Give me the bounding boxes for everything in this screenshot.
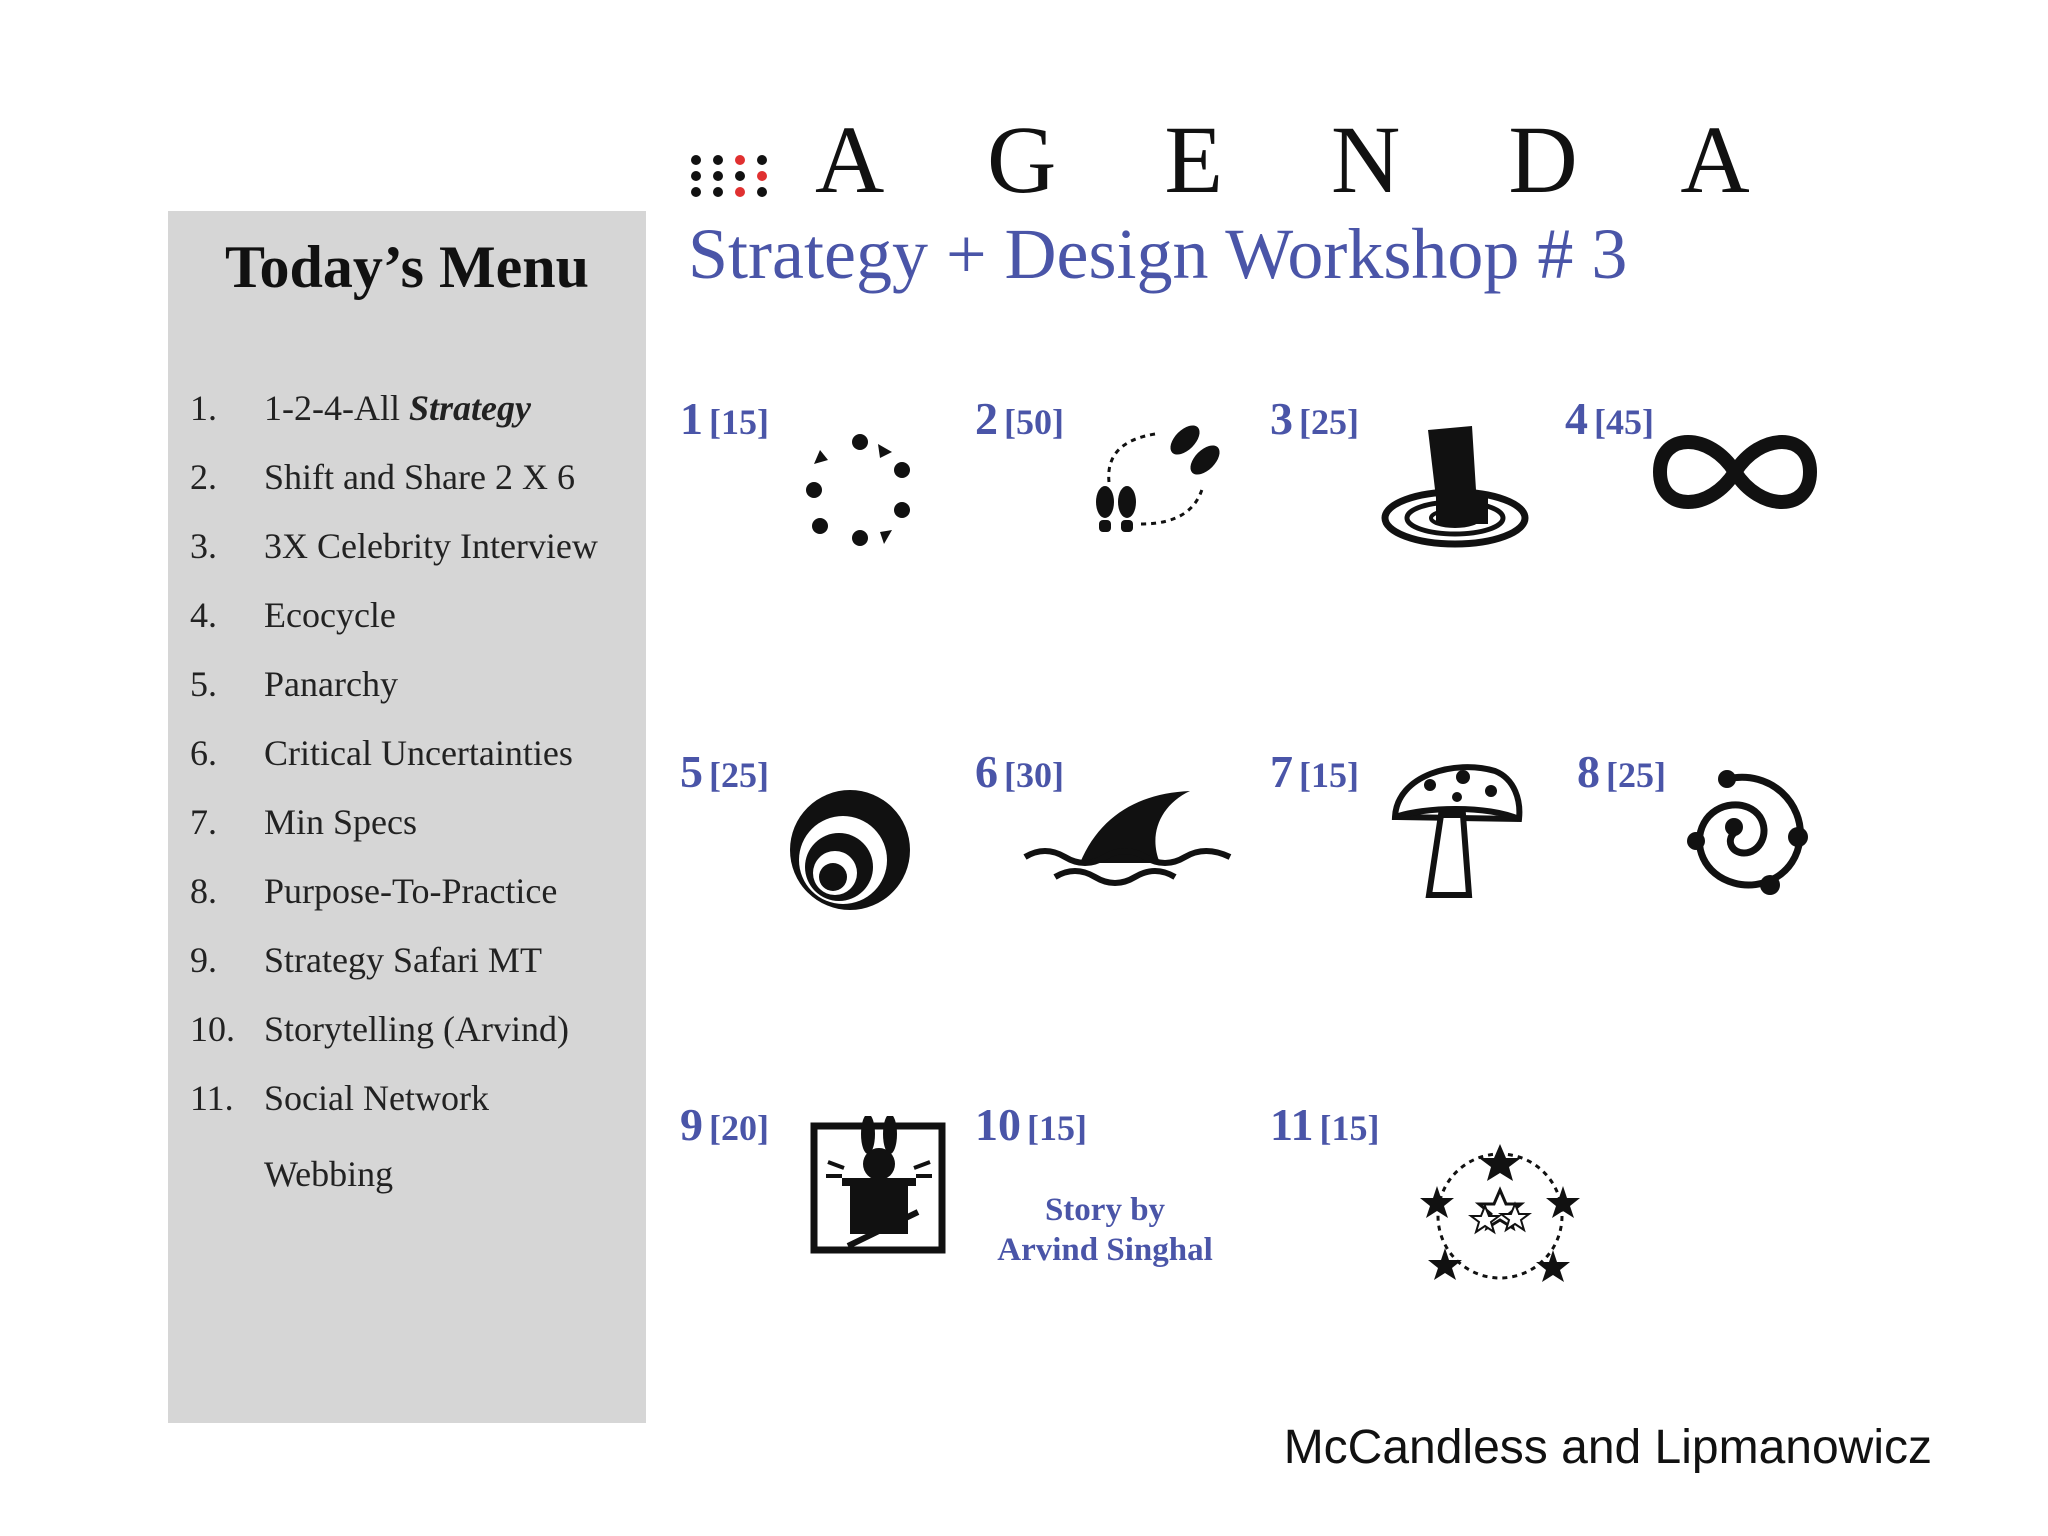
menu-item: [190, 1077, 640, 1146]
tile-duration: [25]: [1606, 755, 1666, 795]
agenda-dots-icon: [690, 152, 776, 198]
tile-number: 11: [1270, 1099, 1314, 1150]
tile-duration: [15]: [1319, 1108, 1380, 1148]
tile-duration: [45]: [1594, 402, 1654, 442]
menu-item: [190, 525, 640, 594]
agenda-title: A G E N D A: [815, 106, 1792, 213]
tile-header: [1577, 745, 1666, 798]
menu-item-label: Purpose-To-Practice: [264, 871, 558, 911]
tile-number: 5: [680, 746, 703, 797]
circle-arrows-icon: [800, 430, 920, 550]
menu-item: [190, 387, 640, 456]
menu-item-number: 10.: [190, 1009, 235, 1049]
footprints-icon: [1075, 412, 1235, 542]
story-credit: [985, 1190, 1225, 1270]
tile-header: [680, 392, 769, 445]
menu-item-label: Panarchy: [264, 664, 398, 704]
menu-item: [190, 870, 640, 939]
menu-title: Today’s Menu: [225, 234, 589, 300]
menu-item-label: Social Network: [264, 1078, 489, 1118]
menu-item-number: 1.: [190, 388, 217, 428]
menu-item-number: 8.: [190, 871, 217, 911]
tile-duration: [15]: [1299, 755, 1359, 795]
tile-number: 4: [1565, 393, 1588, 444]
menu-item: [190, 801, 640, 870]
tile-number: 7: [1270, 746, 1293, 797]
tile-number: 8: [1577, 746, 1600, 797]
menu-item-label: 3X Celebrity Interview: [264, 526, 598, 566]
tile-4: [1565, 392, 1845, 572]
menu-list: [190, 387, 640, 1194]
tile-header: [680, 745, 769, 798]
tile-duration: [20]: [709, 1108, 769, 1148]
menu-item: [190, 939, 640, 1008]
menu-item-label: Shift and Share 2 X 6: [264, 457, 575, 497]
menu-item-label: Ecocycle: [264, 595, 396, 635]
todays-menu-panel: [168, 211, 646, 1423]
tile-number: 6: [975, 746, 998, 797]
tile-header: [1565, 392, 1654, 445]
tile-number: 1: [680, 393, 703, 444]
tile-9: [680, 1098, 960, 1278]
tile-header: [1270, 745, 1359, 798]
menu-item: [190, 732, 640, 801]
menu-item-label: Strategy Safari MT: [264, 940, 542, 980]
menu-item-number: 11.: [190, 1078, 234, 1118]
star-network-icon: [1415, 1128, 1585, 1298]
menu-item-number: 3.: [190, 526, 217, 566]
tile-7: [1270, 745, 1550, 925]
tile-number: 10: [975, 1099, 1021, 1150]
menu-item-continuation: Webbing: [264, 1154, 394, 1194]
author-credit: McCandless and Lipmanowicz: [1283, 1421, 1932, 1474]
tile-3: [1270, 392, 1550, 572]
rabbit-hat-icon: [808, 1116, 948, 1256]
menu-item-label: Min Specs: [264, 802, 417, 842]
tile-header: [680, 1098, 769, 1151]
celebrity-chair-icon: [1380, 420, 1530, 550]
menu-item-number: 4.: [190, 595, 217, 635]
tile-duration: [15]: [709, 402, 769, 442]
tile-11: [1270, 1098, 1570, 1298]
menu-item-emphasis: Strategy: [408, 388, 531, 428]
tile-header: [1270, 1098, 1379, 1151]
menu-item-number: 9.: [190, 940, 217, 980]
infinity-loop-icon: [1650, 422, 1820, 522]
menu-item-number: 6.: [190, 733, 217, 773]
menu-item-label: Storytelling (Arvind): [264, 1009, 569, 1049]
tile-duration: [15]: [1027, 1108, 1087, 1148]
tile-5: [680, 745, 960, 925]
tile-number: 2: [975, 393, 998, 444]
tile-header: [975, 1098, 1087, 1151]
nested-circles-icon: [785, 785, 915, 915]
tile-6: [975, 745, 1255, 925]
menu-item: [190, 663, 640, 732]
menu-item: [190, 456, 640, 525]
tile-header: [975, 392, 1064, 445]
mushroom-icon: [1385, 755, 1525, 905]
menu-item-number: 5.: [190, 664, 217, 704]
menu-item: [190, 1008, 640, 1077]
workshop-subtitle: Strategy + Design Workshop # 3: [688, 214, 1628, 294]
menu-item-label: [264, 387, 531, 429]
tile-8: [1577, 745, 1857, 925]
tile-number: 9: [680, 1099, 703, 1150]
menu-item: [190, 594, 640, 663]
story-line-2: Arvind Singhal: [997, 1232, 1213, 1268]
tile-number: 3: [1270, 393, 1293, 444]
story-line-1: Story by: [1044, 1192, 1166, 1228]
tile-header: [1270, 392, 1359, 445]
menu-item-number: 2.: [190, 457, 217, 497]
menu-item-label: Critical Uncertainties: [264, 733, 573, 773]
tile-duration: [50]: [1004, 402, 1064, 442]
tile-duration: [25]: [1299, 402, 1359, 442]
menu-item-number: 7.: [190, 802, 217, 842]
tile-duration: [25]: [709, 755, 769, 795]
wave-fin-icon: [1020, 785, 1240, 895]
tile-1: [680, 392, 960, 572]
menu-item-text: 1-2-4-All: [264, 388, 409, 428]
spiral-dots-icon: [1682, 765, 1812, 905]
tile-2: [975, 392, 1255, 572]
tile-duration: [30]: [1004, 755, 1064, 795]
